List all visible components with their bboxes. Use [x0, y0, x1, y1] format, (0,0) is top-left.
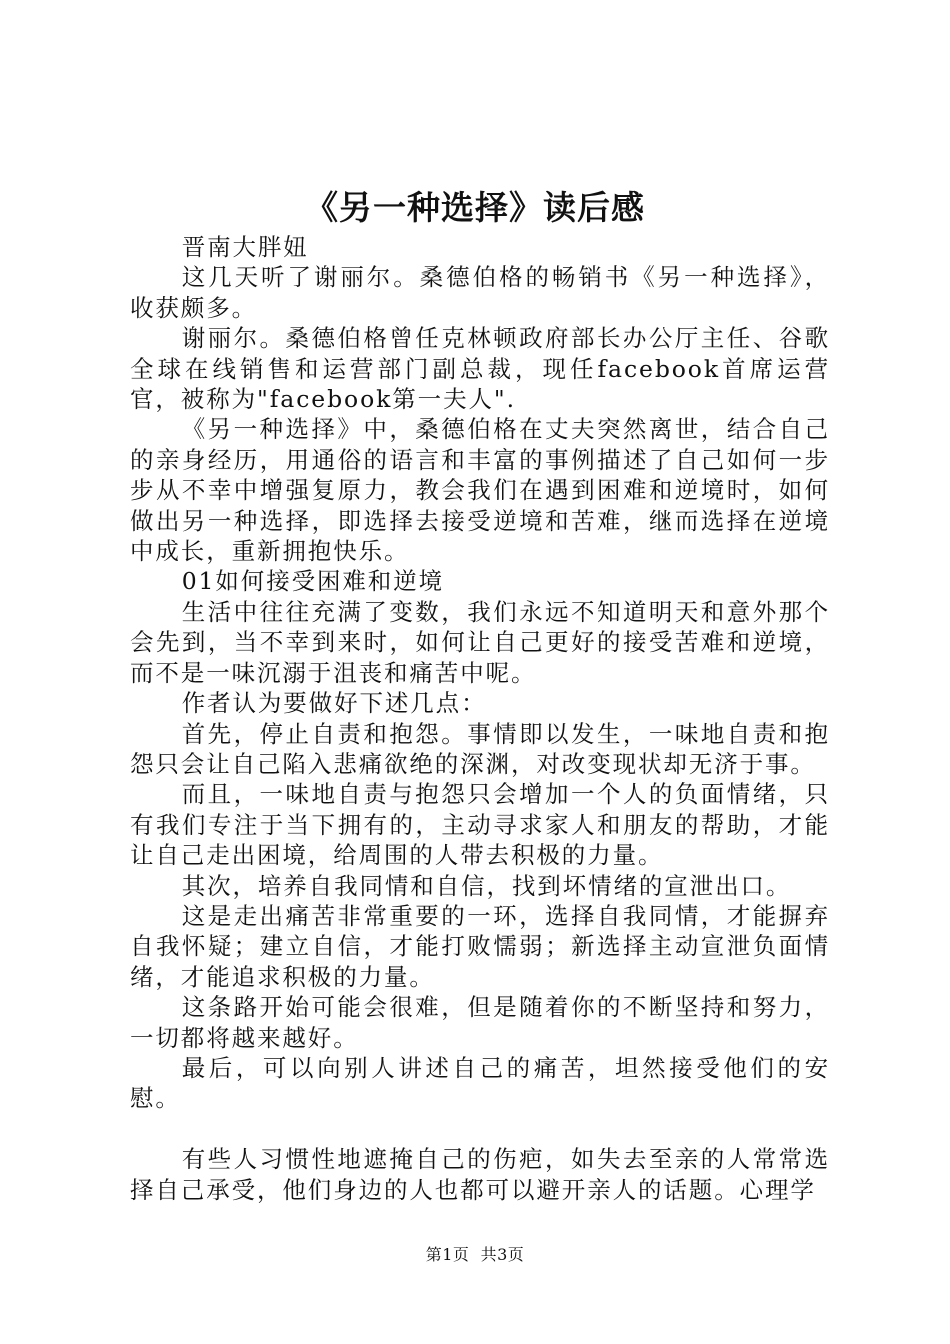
paragraph: 谢丽尔。桑德伯格曾任克林顿政府部长办公厅主任、谷歌全球在线销售和运营部门副总裁，现任facebook首席运营官，被称为"facebook第一夫人".: [130, 324, 830, 414]
paragraph: 其次，培养自我同情和自信，找到坏情绪的宣泄出口。: [181, 871, 792, 900]
paragraph: 这是走出痛苦非常重要的一环，选择自我同情，才能摒弃自我怀疑；建立自信，才能打败懦弱；新选择主动宣泄负面情绪，才能追求积极的力量。: [130, 901, 830, 991]
paragraph: 生活中往往充满了变数，我们永远不知道明天和意外那个会先到，当不幸到来时，如何让自己更好的接受苦难和逆境，而不是一味沉溺于沮丧和痛苦中呢。: [130, 597, 830, 687]
document-title: 《另一种选择》读后感: [305, 188, 645, 227]
paragraph: 《另一种选择》中，桑德伯格在丈夫突然离世，结合自己的亲身经历，用通俗的语言和丰富的事例描述了自己如何一步步从不幸中增强复原力，教会我们在遇到困难和逆境时，如何做出另一种选择，即选择去接受逆境和苦难，继而选择在逆境中成长，重新拥抱快乐。: [130, 415, 830, 566]
paragraph: 首先，停止自责和抱怨。事情即以发生，一味地自责和抱怨只会让自己陷入悲痛欲绝的深渊，对改变现状却无济于事。: [130, 719, 830, 778]
section-heading: 01如何接受困难和逆境: [181, 567, 444, 596]
paragraph: 最后，可以向别人讲述自己的痛苦，坦然接受他们的安慰。: [130, 1053, 830, 1113]
document-body: [130, 232, 830, 1205]
author-line: 晋南大胖妞: [181, 233, 309, 261]
page-number: 第1页 共3页: [425, 1245, 525, 1264]
paragraph: 作者认为要做好下述几点：: [181, 689, 487, 718]
paragraph: 这条路开始可能会很难，但是随着你的不断坚持和努力，一切都将越来越好。: [130, 993, 830, 1052]
paragraph: 这几天听了谢丽尔。桑德伯格的畅销书《另一种选择》，收获颇多。: [130, 263, 830, 322]
paragraph-spacer: [130, 1114, 830, 1144]
paragraph: 有些人习惯性地遮掩自己的伤疤，如失去至亲的人常常选择自己承受，他们身边的人也都可以避开亲人的话题。心理学: [130, 1145, 830, 1204]
paragraph: 而且，一味地自责与抱怨只会增加一个人的负面情绪，只有我们专注于当下拥有的，主动寻求家人和朋友的帮助，才能让自己走出困境，给周围的人带去积极的力量。: [130, 780, 830, 870]
